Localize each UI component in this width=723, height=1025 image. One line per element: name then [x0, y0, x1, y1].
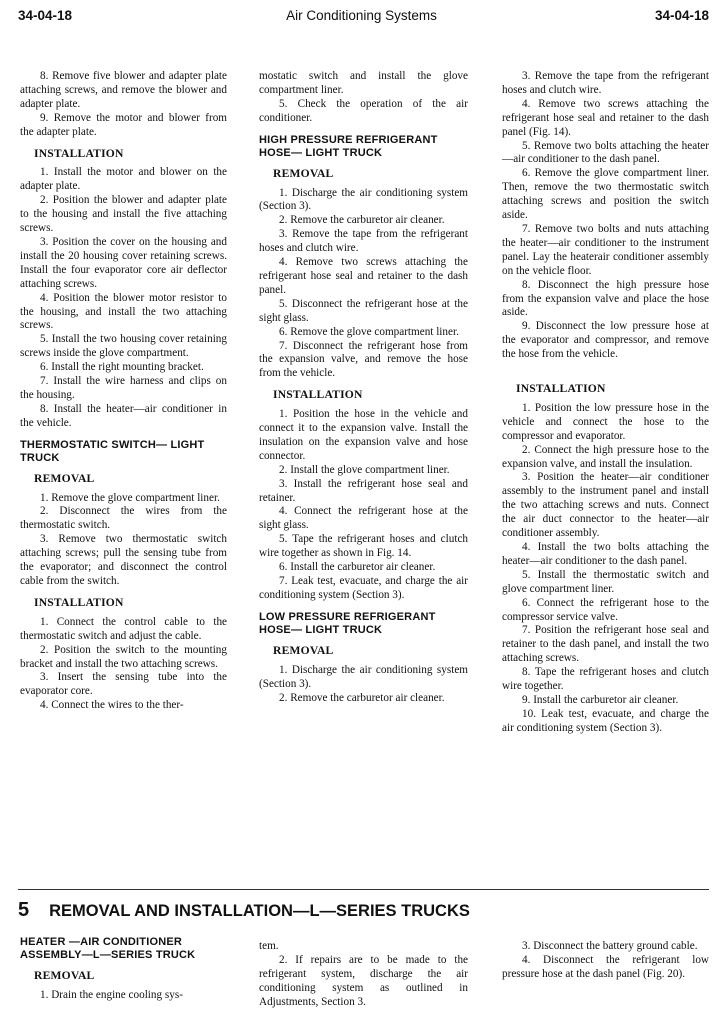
subheading-removal: REMOVAL: [273, 166, 334, 180]
step: 6. Install the right mounting bracket.: [40, 361, 204, 374]
step: 2. Install the glove compartment liner.: [279, 463, 450, 476]
step: 3. Insert the sensing tube into the evaporator core.: [20, 671, 227, 698]
step: 7. Leak test, evacuate, and charge the air conditioning system (Section 3).: [259, 575, 468, 601]
step-continued: tem.: [259, 940, 279, 952]
step: 2. Position the switch to the mounting bracket and install the two attaching screws.: [20, 643, 227, 670]
subheading-removal: REMOVAL: [34, 969, 95, 982]
subheading-removal: REMOVAL: [34, 471, 95, 485]
page-number-right: 34-04-18: [654, 8, 709, 23]
step: 8. Tape the refrigerant hoses and clutch wire together.: [502, 666, 709, 693]
step: 6. Remove the glove compartment liner. Then, remove the two thermostatic switch attaching screws and position the switch aside.: [502, 167, 709, 222]
step: 4. Connect the refrigerant hose at the sight glass.: [259, 505, 468, 532]
step: 1. Discharge the air conditioning system (Section 3).: [259, 663, 468, 690]
step: 1. Connect the control cable to the thermostatic switch and adjust the cable.: [20, 615, 227, 642]
step: 3. Remove two thermostatic switch attaching screws; pull the sensing tube from the evaporator; and disconnect the control cable from the switch.: [20, 533, 227, 587]
step: 7. Position the refrigerant hose seal and retainer to the dash panel, and install the two attaching screws.: [502, 624, 709, 665]
column-left: [20, 70, 227, 713]
step: 4. Install the two bolts attaching the heater—air conditioner to the dash panel.: [502, 541, 709, 567]
step: 9. Install the carburetor air cleaner.: [522, 693, 679, 706]
heading-low-pressure-hose: LOW PRESSURE REFRIGERANT HOSE— LIGHT TRUCK: [259, 610, 436, 636]
step: 3. Position the cover on the housing and install the 20 housing cover retaining screws. Install the four evaporator core air deflector attaching screws.: [20, 235, 227, 290]
step: 8. Install the heater—air conditioner in the vehicle.: [20, 402, 227, 429]
subheading-installation: INSTALLATION: [34, 146, 124, 160]
step: 2. Disconnect the wires from the thermostatic switch.: [20, 505, 227, 532]
step: 6. Install the carburetor air cleaner.: [279, 561, 436, 574]
step: 3. Remove the tape from the refrigerant hoses and clutch wire.: [502, 70, 709, 96]
step: 5. Check the operation of the air conditioner.: [259, 97, 468, 124]
step: 9. Remove the motor and blower from the adapter plate.: [20, 111, 227, 138]
step: 1. Remove the glove compartment liner.: [40, 491, 220, 504]
step: 5. Tape the refrigerant hoses and clutch wire together as shown in Fig. 14.: [259, 533, 468, 560]
heading-thermostatic-switch: THERMOSTATIC SWITCH— LIGHT TRUCK: [20, 438, 205, 464]
section-heading: [18, 899, 470, 922]
step: 6. Remove the glove compartment liner.: [279, 325, 459, 338]
subheading-installation: INSTALLATION: [34, 595, 124, 609]
step: 3. Disconnect the battery ground cable.: [522, 940, 698, 952]
step: 3. Install the refrigerant hose seal and retainer.: [259, 477, 468, 504]
step: 1. Drain the engine cooling sys-: [40, 988, 183, 1001]
step: 4. Remove two screws attaching the refrigerant hose seal and retainer to the dash panel.: [259, 256, 468, 296]
step: 5. Disconnect the refrigerant hose at the sight glass.: [259, 297, 468, 324]
step: 1. Discharge the air conditioning system (Section 3).: [259, 186, 468, 213]
step: 1. Position the low pressure hose in the vehicle and connect the hose to the compressor and evaporator.: [502, 401, 709, 442]
section5-column-right: [502, 940, 709, 982]
step: 2. If repairs are to be made to the refrigerant system, discharge the air conditioning system as outlined in Adjustments, Section 3.: [259, 953, 468, 1008]
running-title: Air Conditioning Systems: [286, 8, 437, 23]
step: 8. Disconnect the high pressure hose from the expansion valve and place the hose aside.: [502, 278, 709, 319]
subheading-installation: INSTALLATION: [273, 388, 363, 402]
heading-heater-ac-assembly: HEATER —AIR CONDITIONER ASSEMBLY—L—SERIES TRUCK: [20, 936, 196, 961]
step: 10. Leak test, evacuate, and charge the air conditioning system (Section 3).: [502, 707, 709, 734]
step: 2. Remove the carburetor air cleaner.: [279, 214, 445, 227]
step: 6. Connect the refrigerant hose to the compressor service valve.: [502, 596, 709, 623]
step: 7. Remove two bolts and nuts attaching the heater—air conditioner to the instrument panel. Lay the heaterair conditioner assembly on the vehicle floor.: [502, 222, 709, 277]
page-number-left: 34-04-18: [18, 8, 73, 23]
section-title: REMOVAL AND INSTALLATION—L—SERIES TRUCKS: [49, 902, 470, 920]
column-middle: [259, 70, 468, 705]
section-divider: [18, 889, 709, 890]
section5-column-left: [20, 932, 227, 1003]
step: 3. Remove the tape from the refrigerant hoses and clutch wire.: [259, 228, 468, 255]
subheading-removal: REMOVAL: [273, 643, 334, 657]
step: 7. Install the wire harness and clips on the housing.: [20, 375, 227, 401]
step-continued: mostatic switch and install the glove compartment liner.: [259, 70, 468, 96]
step: 4. Position the blower motor resistor to the housing, and install the two attaching screws.: [20, 291, 227, 332]
step: 5. Install the two housing cover retaining screws inside the glove compartment.: [20, 333, 227, 360]
step: 3. Position the heater—air conditioner assembly to the instrument panel and install the two attaching screws and nuts. Connect the air duct connector to the heater—air conditioner assembly.: [502, 471, 709, 540]
heading-high-pressure-hose: HIGH PRESSURE REFRIGERANT HOSE— LIGHT TRUCK: [259, 133, 438, 159]
step: 7. Disconnect the refrigerant hose from the expansion valve, and remove the hose from the vehicle.: [259, 339, 468, 380]
section5-column-middle: [259, 940, 468, 1010]
step: 1. Position the hose in the vehicle and connect it to the expansion valve. Install the insulation on the expansion valve and hose connector.: [259, 408, 468, 462]
step: 2. Connect the high pressure hose to the expansion valve, and install the insulation.: [502, 443, 709, 470]
step: 4. Remove two screws attaching the refrigerant hose seal and retainer to the dash panel (Fig. 14).: [502, 97, 709, 138]
subheading-installation: INSTALLATION: [516, 382, 606, 396]
step: 9. Disconnect the low pressure hose at the evaporator and compressor, and remove the hose from the vehicle.: [502, 320, 709, 361]
step: 5. Install the thermostatic switch and glove compartment liner.: [502, 568, 709, 595]
column-right: [502, 70, 709, 736]
step: 1. Install the motor and blower on the adapter plate.: [20, 166, 227, 193]
step: 4. Disconnect the refrigerant low pressure hose at the dash panel (Fig. 20).: [502, 953, 709, 980]
step: 2. Position the blower and adapter plate to the housing and install the five attaching screws.: [20, 194, 227, 235]
step: 4. Connect the wires to the ther-: [40, 699, 184, 712]
step: 5. Remove two bolts attaching the heater—air conditioner to the dash panel.: [502, 139, 709, 166]
step: 2. Remove the carburetor air cleaner.: [279, 691, 445, 704]
section-number: 5: [18, 899, 30, 921]
step: 8. Remove five blower and adapter plate attaching screws, and remove the blower and adapter plate.: [20, 70, 227, 110]
